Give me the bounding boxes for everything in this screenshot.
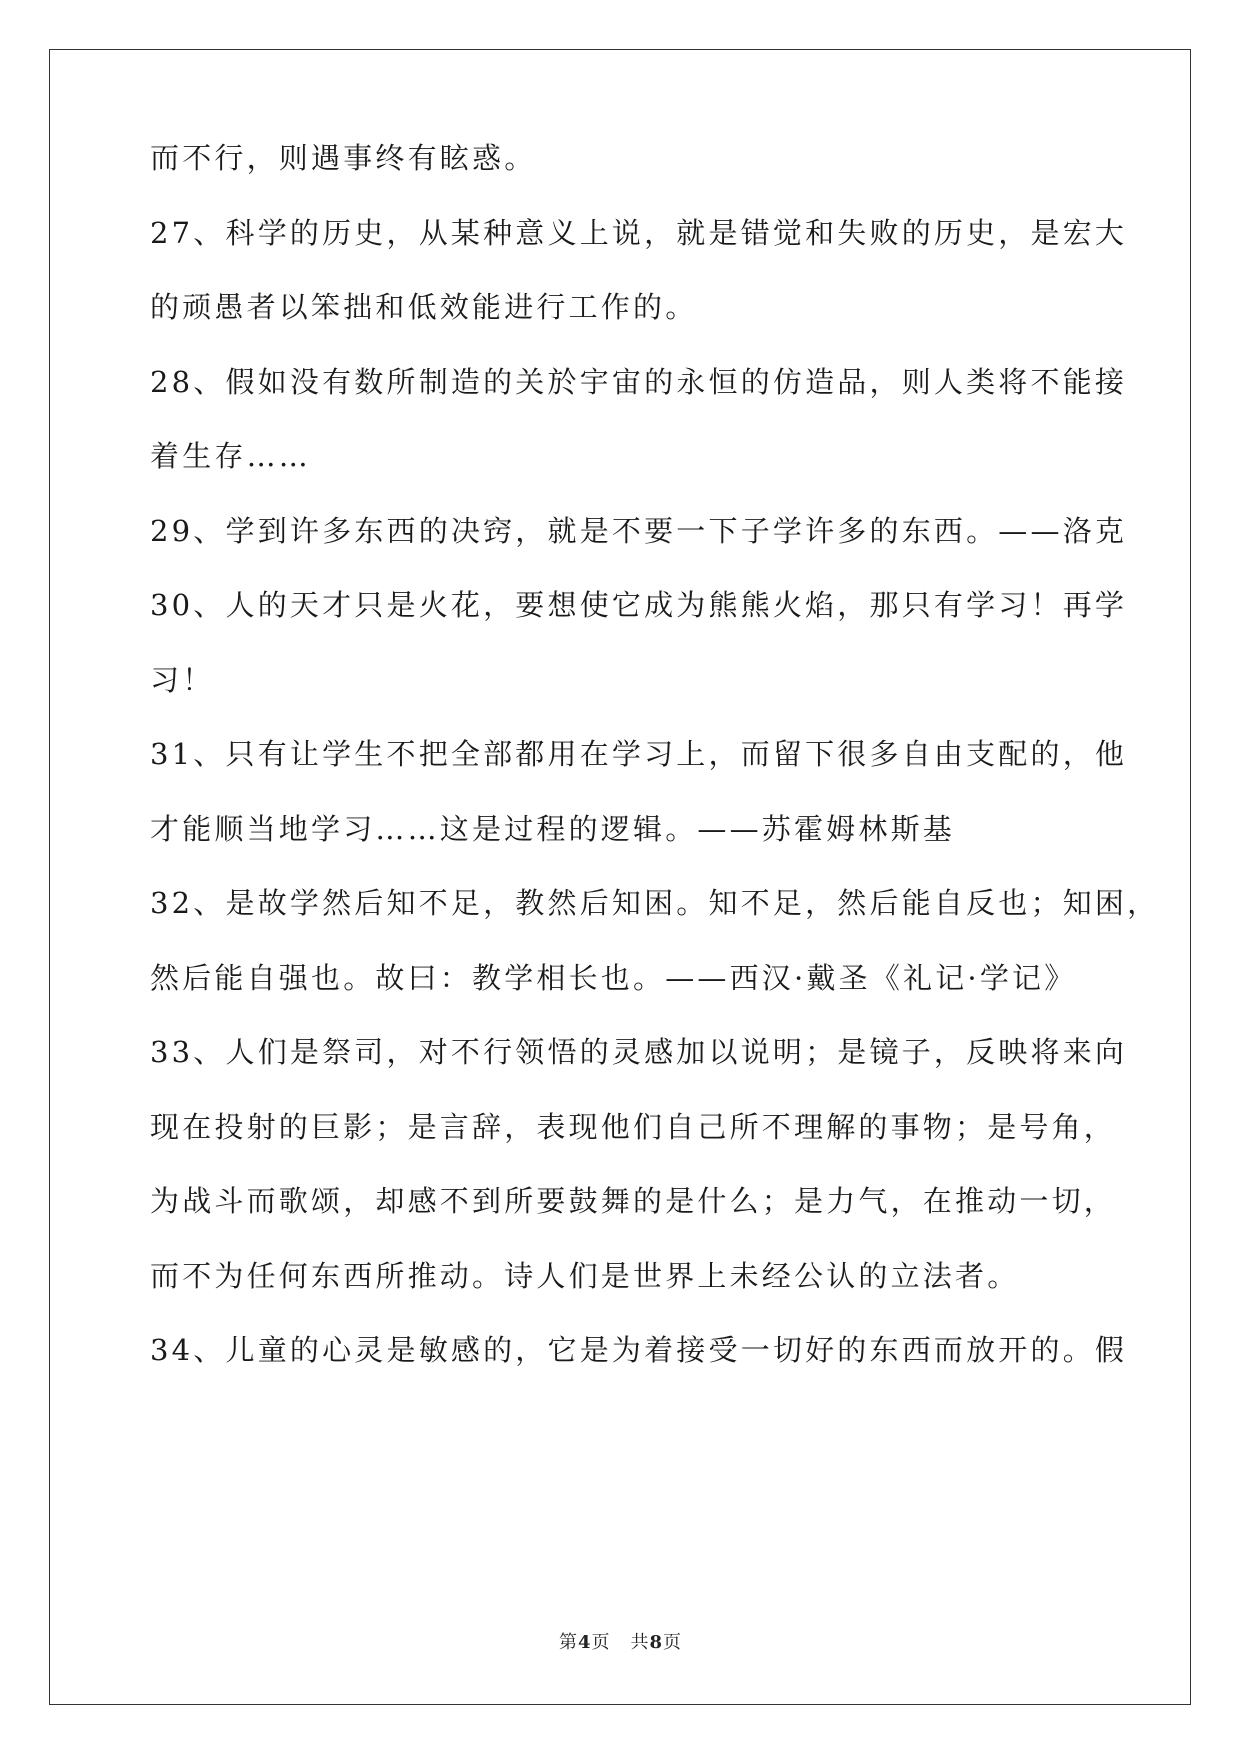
text-line: 的顽愚者以笨拙和低效能进行工作的。 (150, 290, 698, 324)
text-line: 27、科学的历史，从某种意义上说，就是错觉和失败的历史，是宏大 (150, 215, 1128, 250)
footer-total-suffix: 页 (663, 1632, 683, 1653)
text-line: 然后能自强也。故曰：教学相长也。——西汉·戴圣《礼记·学记》 (150, 960, 1077, 995)
footer-total-prefix: 共 (630, 1632, 650, 1653)
text-line: 33、人们是祭司，对不行领悟的灵感加以说明；是镜子，反映将来向 (150, 1035, 1128, 1069)
text-line: 30、人的天才只是火花，要想使它成为熊熊火焰，那只有学习！再学 (150, 588, 1128, 622)
text-line: 而不为任何东西所推动。诗人们是世界上未经公认的立法者。 (150, 1258, 1020, 1293)
text-line: 为战斗而歌颂，却感不到所要鼓舞的是什么；是力气，在推动一切， (150, 1184, 1117, 1218)
text-line: 习！ (150, 662, 215, 697)
text-line: 31、只有让学生不把全部都用在学习上，而留下很多自由支配的，他 (150, 737, 1128, 771)
footer-prefix: 第 (558, 1632, 578, 1653)
text-line: 34、儿童的心灵是敏感的，它是为着接受一切好的东西而放开的。假 (150, 1333, 1128, 1367)
text-line: 才能顺当地学习……这是过程的逻辑。——苏霍姆林斯基 (150, 811, 956, 846)
text-line: 而不行，则遇事终有眩惑。 (150, 141, 537, 175)
text-line: 着生存…… (150, 439, 312, 473)
current-page-number: 4 (577, 1632, 592, 1653)
footer-page-word: 页 (591, 1632, 611, 1653)
document-body (150, 141, 1160, 1425)
page-footer (0, 1628, 1241, 1654)
text-line: 32、是故学然后知不足，教然后知困。知不足，然后能自反也；知困， (150, 886, 1160, 920)
total-pages-number: 8 (649, 1632, 664, 1653)
text-line: 现在投射的巨影；是言辞，表现他们自己所不理解的事物；是号角， (150, 1109, 1117, 1144)
text-line: 29、学到许多东西的决窍，就是不要一下子学许多的东西。——洛克 (150, 513, 1128, 548)
text-line: 28、假如没有数所制造的关於宇宙的永恒的仿造品，则人类将不能接 (150, 364, 1128, 399)
